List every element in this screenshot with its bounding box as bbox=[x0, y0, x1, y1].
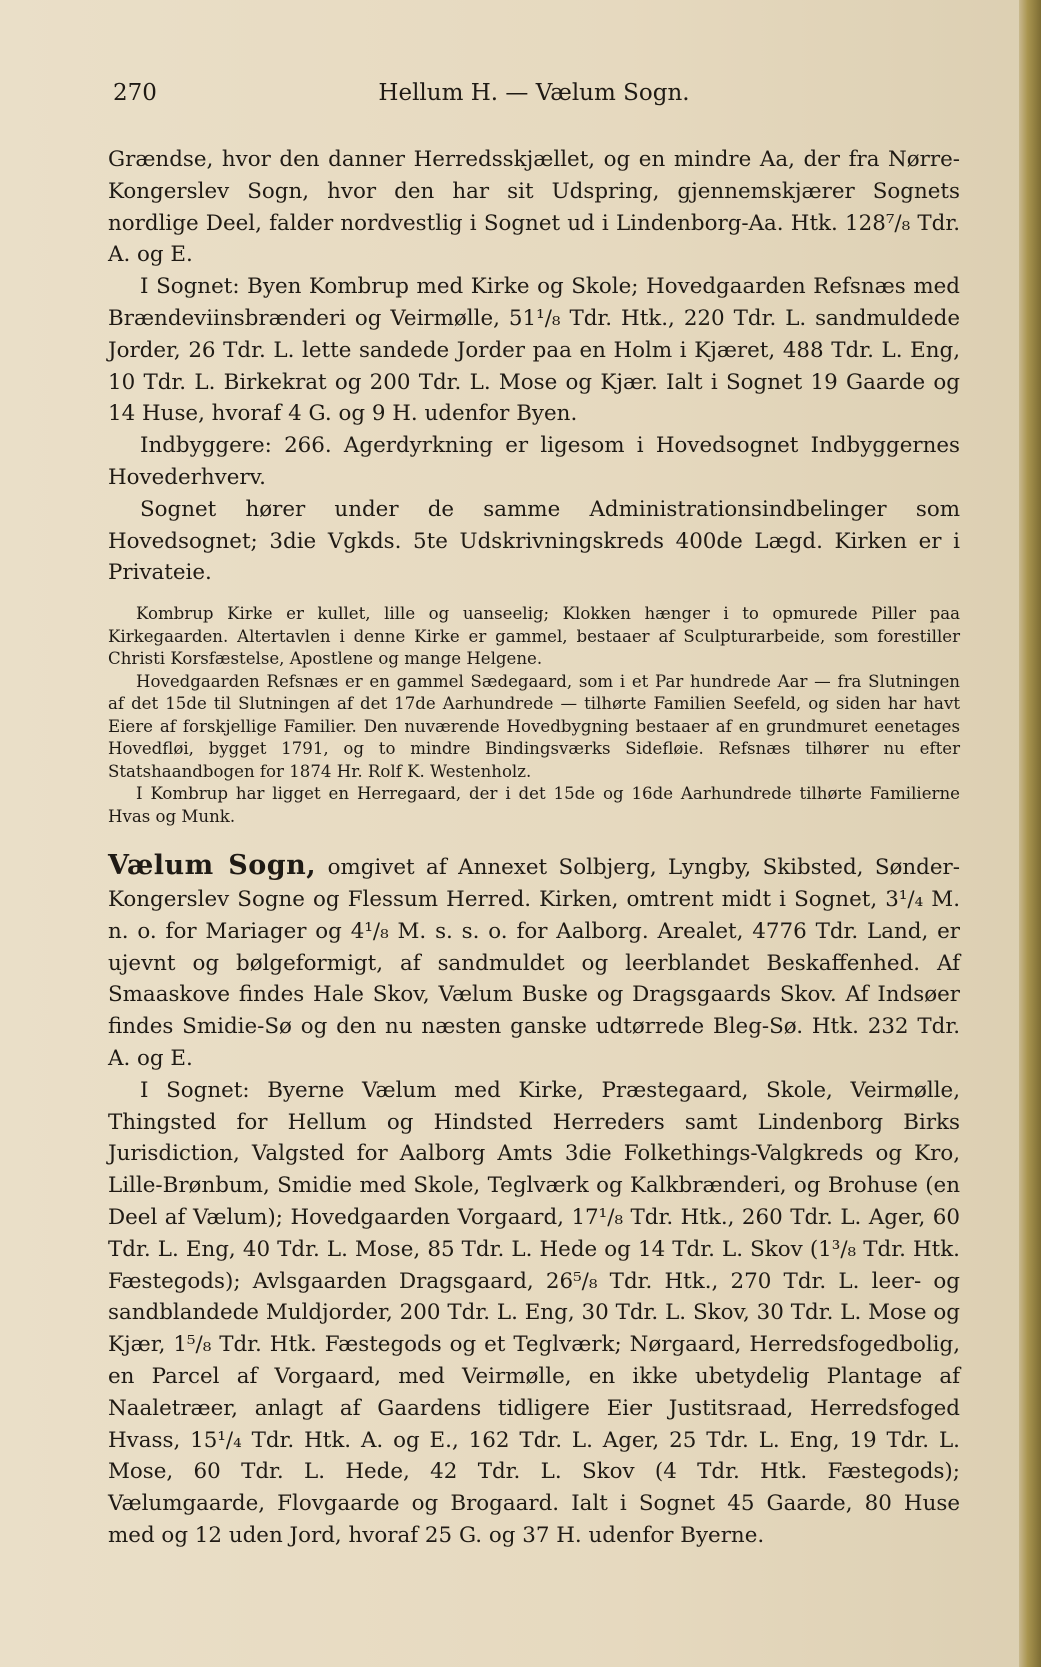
paragraph: I Sognet: Byerne Vælum med Kirke, Præstegaard, Skole, Veirmølle, Thingsted for Hellum og Hindsted Herreders samt Lindenborg Birks Jurisdiction, Valgsted for Aalborg Amts 3die Folkethings-Valgkreds og Kro, Lille-Brønbum, Smidie med Skole, Teglværk og Kalkbrænderi, og Brohuse (en Deel af Vælum); Hovedgaarden Vorgaard, 17¹/₈ Tdr. Htk., 260 Tdr. L. Ager, 60 Tdr. L. Eng, 40 Tdr. L. Mose, 85 Tdr. L. Hede og 14 Tdr. L. Skov (1³/₈ Tdr. Htk. Fæstegods); Avlsgaarden Dragsgaard, 26⁵/₈ Tdr. Htk., 270 Tdr. L. leer- og sandblandede Muldjorder, 200 Tdr. L. Eng, 30 Tdr. L. Skov, 30 Tdr. L. Mose og Kjær, 1⁵/₈ Tdr. Htk. Fæstegods og et Teglværk; Nørgaard, Herredsfogedbolig, en Parcel af Vorgaard, med Veirmølle, en ikke ubetydelig Plantage af Naaletræer, anlagt af Gaardens tidligere Eier Justitsraad, Herredsfoged Hvass, 15¹/₄ Tdr. Htk. A. og E., 162 Tdr. L. Ager, 25 Tdr. L. Eng, 19 Tdr. L. Mose, 60 Tdr. L. Hede, 42 Tdr. L. Skov (4 Tdr. Htk. Fæstegods); Vælumgaarde, Flovgaarde og Brogaard. Ialt i Sognet 45 Gaarde, 80 Huse med og 12 uden Jord, hvoraf 25 G. og 37 H. udenfor Byerne. bbox=[108, 1077, 960, 1548]
page-content bbox=[108, 74, 960, 1552]
parish-section bbox=[108, 850, 960, 1552]
note-paragraph: I Kombrup har ligget en Herregaard, der i det 15de og 16de Aarhundrede tilhørte Familierne Hvas og Munk. bbox=[108, 784, 960, 826]
paragraph: Grændse, hvor den danner Herredsskjællet, og en mindre Aa, der fra Nørre-Kongerslev Sogn, hvor den har sit Udspring, gjennemskjærer Sognets nordlige Deel, falder nordvestlig i Sognet ud i Lindenborg-Aa. Htk. 128⁷/₈ Tdr. A. og E. bbox=[108, 147, 960, 268]
paragraph bbox=[108, 850, 960, 1075]
page-spine-edge bbox=[1019, 0, 1041, 1667]
parish-heading: Vælum Sogn, bbox=[108, 850, 317, 882]
running-head bbox=[108, 74, 960, 114]
note-paragraph: Hovedgaarden Refsnæs er en gammel Sædegaard, som i et Par hundrede Aar — fra Slutningen af det 15de til Slutningen af det 17de Aarhundrede — tilhørte Familien Seefeld, og siden har havt Eiere af forskjellige Familier. Den nuværende Hovedbygning bestaaer af en grundmuret eenetages Hovedfløi, bygget 1791, og to mindre Bindingsværks Sidefløie. Refsnæs tilhører nu efter Statshaandbogen for 1874 Hr. Rolf K. Westenholz. bbox=[108, 671, 960, 781]
note-paragraph: Kombrup Kirke er kullet, lille og uanseelig; Klokken hænger i to opmurede Piller paa Kirkegaarden. Altertavlen i denne Kirke er gammel, bestaaer af Sculpturarbeide, som forestiller Christi Korsfæstelse, Apostlene og mange Helgene. bbox=[108, 604, 960, 669]
main-text bbox=[108, 144, 960, 589]
notes-block bbox=[108, 603, 960, 828]
parish-intro-text: omgivet af Annexet Solbjerg, Lyngby, Skibsted, Sønder-Kongerslev Sogne og Flessum Herred. Kirken, omtrent midt i Sognet, 3¹/₄ M. n. o. for Mariager og 4¹/₈ M. s. s. o. for Aalborg. Arealet, 4776 Tdr. Land, er ujevnt og bølgeformigt, af sandmuldet og leerblandet Beskaffenhed. Af Smaaskove findes Hale Skov, Vælum Buske og Dragsgaards Skov. Af Indsøer findes Smidie-Sø og den nu næsten ganske udtørrede Bleg-Sø. Htk. 232 Tdr. A. og E. bbox=[108, 855, 960, 1071]
running-head-title: Hellum H. — Vælum Sogn. bbox=[378, 80, 690, 106]
paragraph: Sognet hører under de samme Administrationsindbelinger som Hovedsognet; 3die Vgkds. 5te Udskrivningskreds 400de Lægd. Kirken er i Privateie. bbox=[108, 496, 960, 586]
paragraph: I Sognet: Byen Kombrup med Kirke og Skole; Hovedgaarden Refsnæs med Brændeviinsbrænderi og Veirmølle, 51¹/₈ Tdr. Htk., 220 Tdr. L. sandmuldede Jorder, 26 Tdr. L. lette sandede Jorder paa en Holm i Kjæret, 488 Tdr. L. Eng, 10 Tdr. L. Birkekrat og 200 Tdr. L. Mose og Kjær. Ialt i Sognet 19 Gaarde og 14 Huse, hvoraf 4 G. og 9 H. udenfor Byen. bbox=[108, 274, 960, 427]
page-number: 270 bbox=[113, 80, 157, 106]
paragraph: Indbyggere: 266. Agerdyrkning er ligesom i Hovedsognet Indbyggernes Hovederhverv. bbox=[108, 433, 960, 490]
